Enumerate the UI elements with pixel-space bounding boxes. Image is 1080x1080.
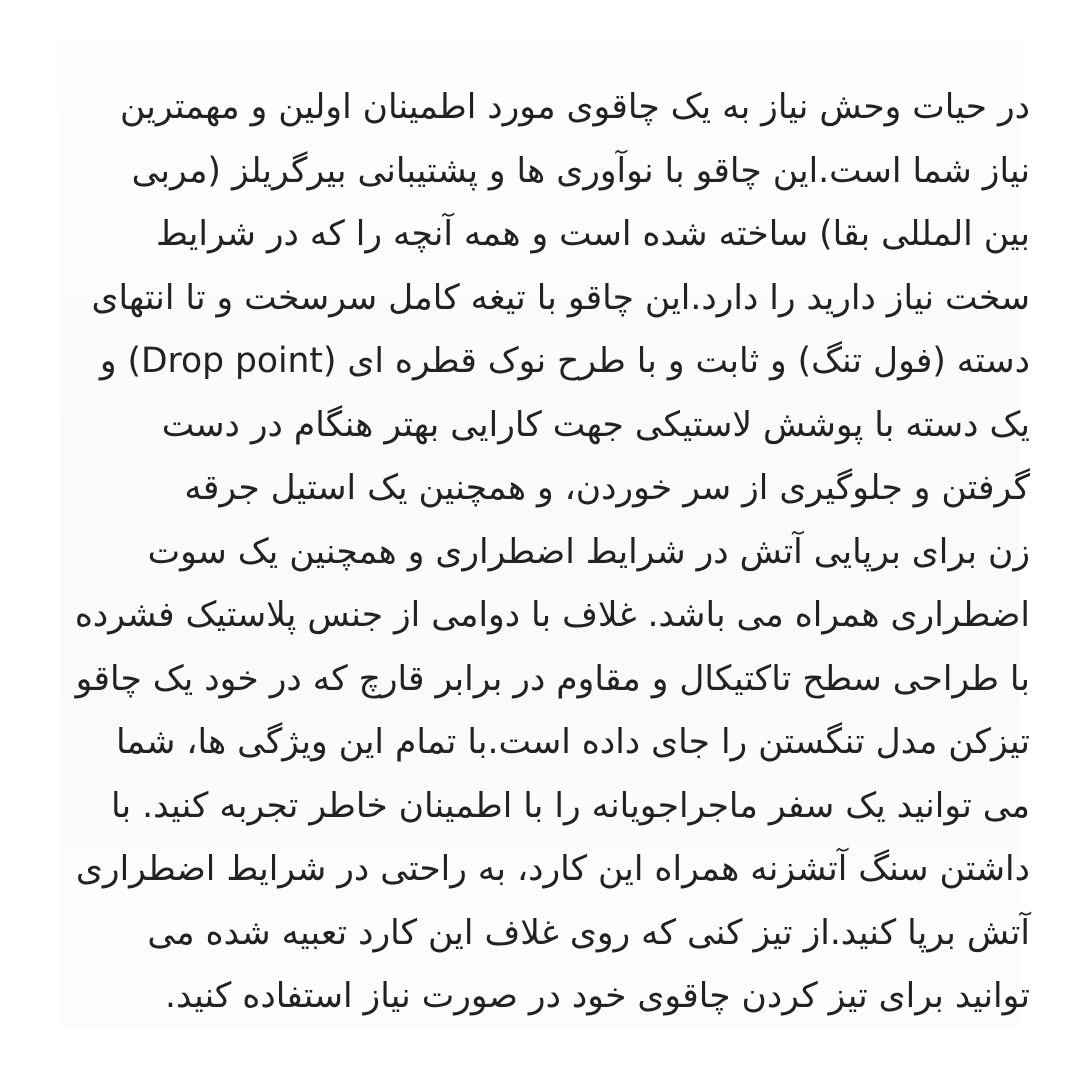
paragraph [40, 76, 1030, 1029]
text-line: گرفتن و جلوگیری از سر خوردن، و همچنین یک استیل جرقه [184, 468, 1030, 508]
text-line: توانید برای تیز کردن چاقوی خود در صورت نیاز استفاده کنید. [165, 976, 1030, 1016]
text-line: سخت نیاز دارید را دارد.این چاقو با تیغه کامل سرسخت و تا انتهای [91, 277, 1030, 318]
text-line: داشتن سنگ آتشزنه همراه این کارد، به راحتی در شرایط اضطراری [75, 849, 1030, 889]
text-line: تیزکن مدل تنگستن را جای داده است.با تمام این ویژگی ها، شما [115, 722, 1030, 762]
text-line: در حیات وحش نیاز به یک چاقوی مورد اطمینان اولین و مهمترین [120, 87, 1030, 127]
text-line: می توانید یک سفر ماجراجویانه را با اطمینان خاطر تجربه کنید. با [111, 785, 1030, 826]
text-line: آتش برپا کنید.از تیز کنی که روی غلاف این کارد تعبیه شده می [147, 912, 1030, 953]
text-line: یک دسته با پوشش لاستیکی جهت کارایی بهتر هنگام در دست [161, 404, 1030, 445]
text-line: اضطراری همراه می باشد. غلاف با دوامی از جنس پلاستیک فشرده [74, 595, 1030, 635]
text-line: دسته (فول تنگ) و ثابت و با طرح نوک قطره ای (Drop point) و [99, 341, 1030, 381]
text-line: زن برای برپایی آتش در شرایط اضطراری و همچنین یک سوت [147, 531, 1030, 572]
text-line: بین المللی بقا) ساخته شده است و همه آنچه را که در شرایط [156, 214, 1030, 254]
text-line: با طراحی سطح تاکتیکال و مقاوم در برابر قارچ که در خود یک چاقو [75, 658, 1030, 699]
text-line: نیاز شما است.این چاقو با نوآوری ها و پشتیبانی بیرگریلز (مربی [131, 150, 1030, 191]
